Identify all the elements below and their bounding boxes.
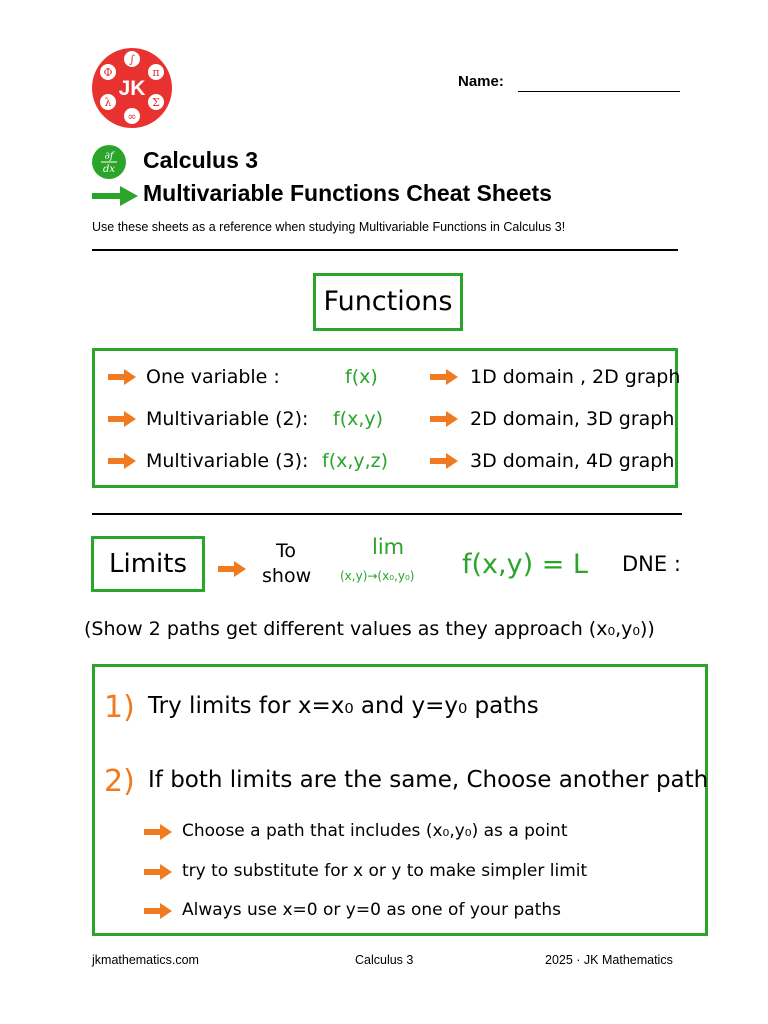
svg-text:Φ: Φ xyxy=(103,66,113,79)
step-number: 2) xyxy=(104,764,135,799)
subpoint-text: try to substitute for x or y to make simpler limit xyxy=(182,861,588,881)
jk-mathematics-logo xyxy=(92,48,172,128)
function-row-desc: 1D domain , 2D graph xyxy=(470,366,681,388)
orange-arrow-icon xyxy=(108,411,136,427)
svg-text:∞: ∞ xyxy=(127,110,137,123)
name-label: Name: xyxy=(458,73,504,90)
sheet-title: Multivariable Functions Cheat Sheets xyxy=(143,180,552,206)
svg-text:JK: JK xyxy=(118,77,146,100)
svg-text:dx: dx xyxy=(102,164,116,175)
svg-text:λ: λ xyxy=(104,96,112,109)
footer-copyright: 2025 · JK Mathematics xyxy=(545,953,673,967)
function-row-func: f(x,y) xyxy=(333,408,384,430)
function-row-desc: 3D domain, 4D graph xyxy=(470,450,675,472)
function-row-label: One variable : xyxy=(146,366,280,388)
limits-to-text: To xyxy=(276,540,297,562)
functions-title: Functions xyxy=(323,286,453,317)
svg-text:π: π xyxy=(152,66,160,79)
divider xyxy=(92,513,682,515)
orange-arrow-icon xyxy=(144,864,172,880)
derivative-icon xyxy=(92,145,126,179)
orange-arrow-icon xyxy=(108,453,136,469)
name-field-line[interactable] xyxy=(518,91,680,92)
step-text: If both limits are the same, Choose another path xyxy=(148,767,709,793)
function-row-label: Multivariable (2): xyxy=(146,408,309,430)
orange-arrow-icon xyxy=(144,903,172,919)
subpoint-text: Choose a path that includes (x₀,y₀) as a point xyxy=(182,821,568,841)
limit-expression: f(x,y) = L xyxy=(462,549,588,580)
function-row-label: Multivariable (3): xyxy=(146,450,309,472)
step-text: Try limits for x=x₀ and y=y₀ paths xyxy=(148,693,539,719)
green-arrow-icon xyxy=(92,186,138,206)
intro-text: Use these sheets as a reference when studying Multivariable Functions in Calculus 3! xyxy=(92,220,566,234)
orange-arrow-icon xyxy=(430,411,458,427)
paths-note: (Show 2 paths get different values as they approach (x₀,y₀)) xyxy=(84,618,655,640)
svg-text:Σ: Σ xyxy=(152,96,160,109)
subpoint-text: Always use x=0 or y=0 as one of your paths xyxy=(182,900,561,920)
orange-arrow-icon xyxy=(144,824,172,840)
divider xyxy=(92,249,678,251)
function-row-func: f(x) xyxy=(345,366,378,388)
footer-course: Calculus 3 xyxy=(355,953,414,967)
course-title: Calculus 3 xyxy=(143,147,259,173)
svg-text:∫: ∫ xyxy=(129,53,135,66)
step-number: 1) xyxy=(104,690,135,725)
svg-text:∂f: ∂f xyxy=(104,151,114,162)
orange-arrow-icon xyxy=(218,561,246,577)
function-row-desc: 2D domain, 3D graph xyxy=(470,408,675,430)
footer-website: jkmathematics.com xyxy=(92,953,199,967)
orange-arrow-icon xyxy=(108,369,136,385)
limits-title: Limits xyxy=(109,549,187,579)
lim-approach: (x,y)→(x₀,y₀) xyxy=(340,569,415,583)
dne-text: DNE : xyxy=(622,552,681,576)
orange-arrow-icon xyxy=(430,453,458,469)
function-row-func: f(x,y,z) xyxy=(322,450,389,472)
limits-show-text: show xyxy=(262,565,312,587)
orange-arrow-icon xyxy=(430,369,458,385)
lim-symbol: lim xyxy=(372,535,405,559)
